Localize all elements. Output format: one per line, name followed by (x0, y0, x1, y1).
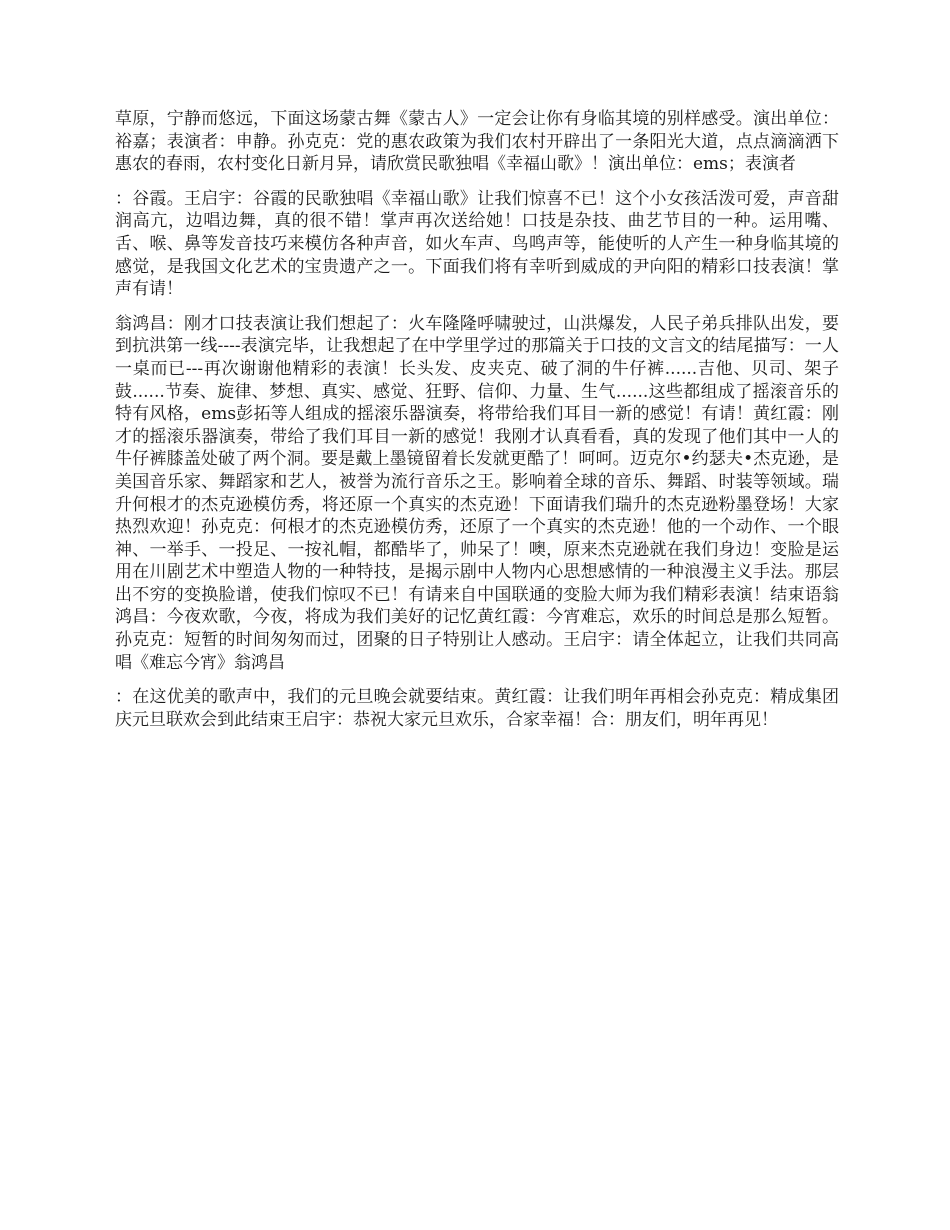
document-body (115, 108, 839, 743)
paragraph-1: 草原，宁静而悠远，下面这场蒙古舞《蒙古人》一定会让你有身临其境的别样感受。演出单位：裕嘉；表演者：申静。孙克克：党的惠农政策为我们农村开辟出了一条阳光大道，点点滴滴洒下惠农的春雨，农村变化日新月异，请欣赏民歌独唱《幸福山歌》！演出单位：ems；表演者 (115, 109, 839, 175)
paragraph-3: 翁鸿昌：刚才口技表演让我们想起了：火车隆隆呼啸驶过，山洪爆发，人民子弟兵排队出发，要到抗洪第一线----表演完毕，让我想起了在中学里学过的那篇关于口技的文言文的结尾描写：一人一桌而已---再次谢谢他精彩的表演！长头发、皮夹克、破了洞的牛仔裤......吉他、贝司、架子鼓......节奏、旋律、梦想、真实、感觉、狂野、信仰、力量、生气......这些都组成了摇滚音乐的特有风格，ems彭拓等人组成的摇滚乐器演奏，将带给我们耳目一新的感觉！有请！黄红霞：刚才的摇滚乐器演奏，带给了我们耳目一新的感觉！我刚才认真看看，真的发现了他们其中一人的牛仔裤膝盖处破了两个洞。要是戴上墨镜留着长发就更酷了！呵呵。迈克尔•约瑟夫•杰克逊，是美国音乐家、舞蹈家和艺人，被誉为流行音乐之王。影响着全球的音乐、舞蹈、时装等领域。瑞升何根才的杰克逊模仿秀，将还原一个真实的杰克逊！下面请我们瑞升的杰克逊粉墨登场！大家热烈欢迎！孙克克：何根才的杰克逊模仿秀，还原了一个真实的杰克逊！他的一个动作、一个眼神、一举手、一投足、一按礼帽，都酷毕了，帅呆了！噢，原来杰克逊就在我们身边！变脸是运用在川剧艺术中塑造人物的一种特技，是揭示剧中人物内心思想感情的一种浪漫主义手法。那层出不穷的变换脸谱，使我们惊叹不已！有请来自中国联通的变脸大师为我们精彩表演！结束语翁鸿昌：今夜欢歌，今夜，将成为我们美好的记忆黄红霞：今宵难忘，欢乐的时间总是那么短暂。孙克克：短暂的时间匆匆而过，团聚的日子特别让人感动。王启宇：请全体起立，让我们共同高唱《难忘今宵》翁鸿昌 (115, 313, 839, 673)
paragraph-2: ：谷霞。王启宇：谷霞的民歌独唱《幸福山歌》让我们惊喜不已！这个小女孩活泼可爱，声音甜润高亢，边唱边舞，真的很不错！掌声再次送给她！口技是杂技、曲艺节目的一种。运用嘴、舌、喉、鼻等发音技巧来模仿各种声音，如火车声、鸟鸣声等，能使听的人产生一种身临其境的感觉，是我国文化艺术的宝贵遗产之一。下面我们将有幸听到威成的尹向阳的精彩口技表演！掌声有请！ (115, 188, 839, 300)
paragraph-4: ：在这优美的歌声中，我们的元旦晚会就要结束。黄红霞：让我们明年再相会孙克克：精成集团庆元旦联欢会到此结束王启宇：恭祝大家元旦欢乐，合家幸福！合：朋友们，明年再见！ (115, 687, 839, 730)
